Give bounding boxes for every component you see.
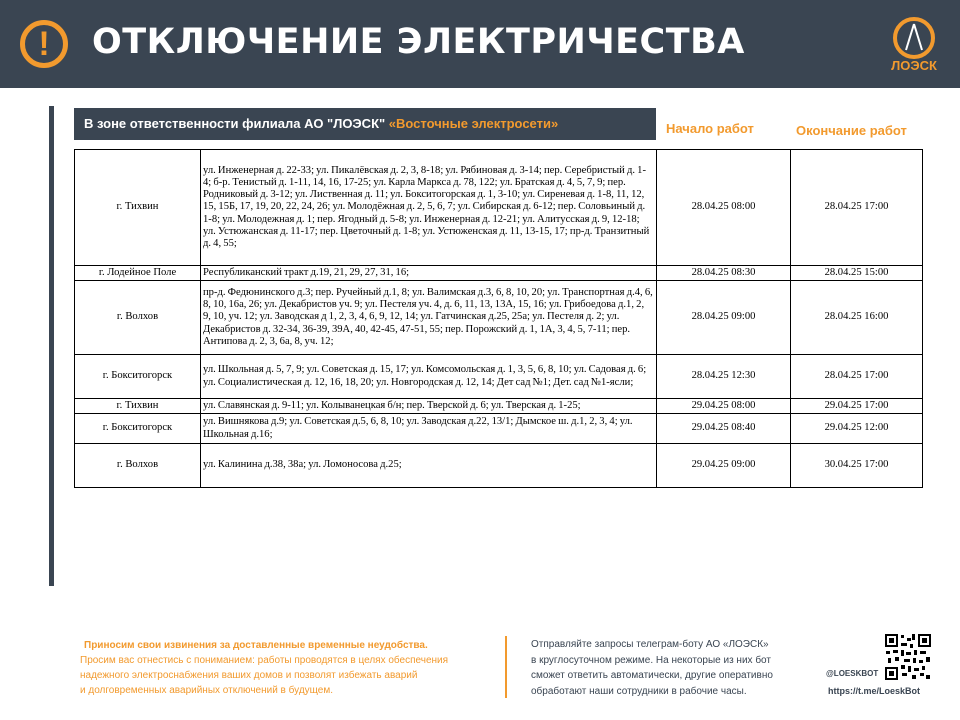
start-time-cell: 29.04.25 08:00 [657, 399, 791, 414]
apology-line: Просим вас отнестись с пониманием: работы проводятся в целях обеспечения [80, 655, 449, 666]
loesk-logo [886, 16, 942, 76]
table-row [75, 355, 923, 399]
bot-notice [531, 637, 821, 699]
bot-line: сможет ответить автоматически, другие оперативно [531, 670, 773, 681]
start-time-cell: 28.04.25 12:30 [657, 355, 791, 399]
apology-notice [80, 638, 500, 698]
city-cell: г. Волхов [75, 444, 201, 488]
bot-link[interactable]: https://t.me/LoeskBot [828, 686, 921, 696]
header-bar [0, 0, 960, 88]
streets-cell: ул. Славянская д. 9-11; ул. Колыванецкая б/н; пер. Тверской д. 6; ул. Тверская д. 1-25; [201, 399, 657, 414]
city-cell: г. Тихвин [75, 150, 201, 266]
start-time-cell: 29.04.25 08:40 [657, 414, 791, 444]
bot-line: Отправляйте запросы телеграм-боту АО «ЛОЭСК» [531, 639, 769, 650]
qr-code-icon[interactable] [884, 633, 932, 681]
end-time-cell: 28.04.25 17:00 [791, 150, 923, 266]
end-time-cell: 29.04.25 17:00 [791, 399, 923, 414]
city-cell: г. Тихвин [75, 399, 201, 414]
warning-icon: ! [20, 20, 68, 68]
outage-table [74, 149, 923, 488]
bot-line: в круглосуточном режиме. На некоторые из них бот [531, 654, 771, 666]
streets-cell: ул. Вишнякова д.9; ул. Советская д.5, 6, 8, 10; ул. Заводская д.22, 13/1; Дымское ш. д.1, 2, 3, 4; ул. Школьная д.16; [201, 414, 657, 444]
table-row [75, 414, 923, 444]
zone-branch: «Восточные электросети» [388, 116, 559, 131]
city-cell: г. Бокситогорск [75, 355, 201, 399]
end-time-cell: 28.04.25 17:00 [791, 355, 923, 399]
start-time-cell: 28.04.25 08:00 [657, 150, 791, 266]
city-cell: г. Волхов [75, 281, 201, 355]
end-time-cell: 29.04.25 12:00 [791, 414, 923, 444]
start-time-cell: 29.04.25 09:00 [657, 444, 791, 488]
column-header-end: Окончание работ [796, 123, 907, 138]
table-row [75, 444, 923, 488]
footer-divider [505, 636, 507, 698]
streets-cell: ул. Школьная д. 5, 7, 9; ул. Советская д. 15, 17; ул. Комсомольская д. 1, 3, 5, 6, 8, 10; ул. Садовая д. 6; ул. Социалистическая д. 12, 16, 18, 20; ул. Новгородская д. 12, 14; Дет сад №1; Дет. сад №1-ясли; [201, 355, 657, 399]
bot-handle: @LOESKBOT [826, 669, 879, 678]
end-time-cell: 28.04.25 16:00 [791, 281, 923, 355]
streets-cell: ул. Калинина д.38, 38а; ул. Ломоносова д.25; [201, 444, 657, 488]
start-time-cell: 28.04.25 08:30 [657, 266, 791, 281]
apology-line: и долговременных аварийных отключений в будущем. [80, 685, 333, 696]
table-row [75, 281, 923, 355]
column-header-start: Начало работ [666, 121, 754, 136]
streets-cell: пр-д. Федюнинского д.3; пер. Ручейный д.1, 8; ул. Валимская д.3, 6, 8, 10, 20; ул. Транспортная д.4, 6, 8, 10, 16а, 26; ул. Декабристов уч. 9; ул. Пестеля уч. 4, д. 6, 11, 13, 13А, 15, 16; ул. Грибоедова д.1, 2, 9, 10, уч. 12; ул. Заводская д 1, 2, 3, 4, 6, 9, 12, 14; ул. Гатчинская д.25, 25а; ул. Пестеля д. 2; ул. Декабристов д. 32-34, 36-39, 39А, 40, 42-45, 47-51, 55; пер. Порожский д. 1, 1А, 3, 4, 5, 7-11; пер. Антипова д. 2, 3, 6а, 8, уч. 12; [201, 281, 657, 355]
zone-prefix: В зоне ответственности филиала АО "ЛОЭСК" [84, 116, 386, 131]
table-row [75, 150, 923, 266]
table-row [75, 266, 923, 281]
city-cell: г. Лодейное Поле [75, 266, 201, 281]
streets-cell: Республиканский тракт д.19, 21, 29, 27, 31, 16; [201, 266, 657, 281]
page-title: ОТКЛЮЧЕНИЕ ЭЛЕКТРИЧЕСТВА [92, 22, 745, 62]
end-time-cell: 30.04.25 17:00 [791, 444, 923, 488]
apology-heading: Приносим свои извинения за доставленные временные неудобства. [84, 640, 428, 651]
bot-line: обработают наши сотрудники в рабочие часы. [531, 685, 747, 697]
zone-banner [74, 108, 656, 140]
start-time-cell: 28.04.25 09:00 [657, 281, 791, 355]
city-cell: г. Бокситогорск [75, 414, 201, 444]
end-time-cell: 28.04.25 15:00 [791, 266, 923, 281]
left-accent-bar [49, 106, 54, 586]
table-row [75, 399, 923, 414]
logo-wordmark: ЛОЭСК [891, 58, 937, 73]
streets-cell: ул. Инженерная д. 22-33; ул. Пикалёвская д. 2, 3, 8-18; ул. Рябиновая д. 3-14; пер. Серебристый д. 1-4; б-р. Тенистый д. 1-11, 14, 16, 17-25; ул. Карла Маркса д. 78, 122; ул. Братская д. 4, 5, 7, 9; пер. Родниковый д. 3-12; ул. Лиственная д. 11; ул. Бокситогорская д. 1, 3-10; ул. Сиреневая д. 1-8, 11, 12, 15, 15Б, 17, 19, 20, 22, 24, 26; ул. Молодёжная д. 2, 5, 6, 7; ул. Сибирская д. 6-12; пер. Соловьиный д. 1-8; ул. Молодежная д. 1; пер. Ягодный д. 5-8; ул. Инженерная д. 12-21; ул. Алитусская д. 9, 12-18; ул. Устюжанская д. 11-17; пер. Цветочный д. 1-8; ул. Устюженская д. 11, 13-15, 17; пр-д. Транзитный д. 4, 55; [201, 150, 657, 266]
apology-line: надежного электроснабжения ваших домов и позволят избежать аварий [80, 670, 418, 681]
logo-emblem-icon [886, 16, 942, 60]
